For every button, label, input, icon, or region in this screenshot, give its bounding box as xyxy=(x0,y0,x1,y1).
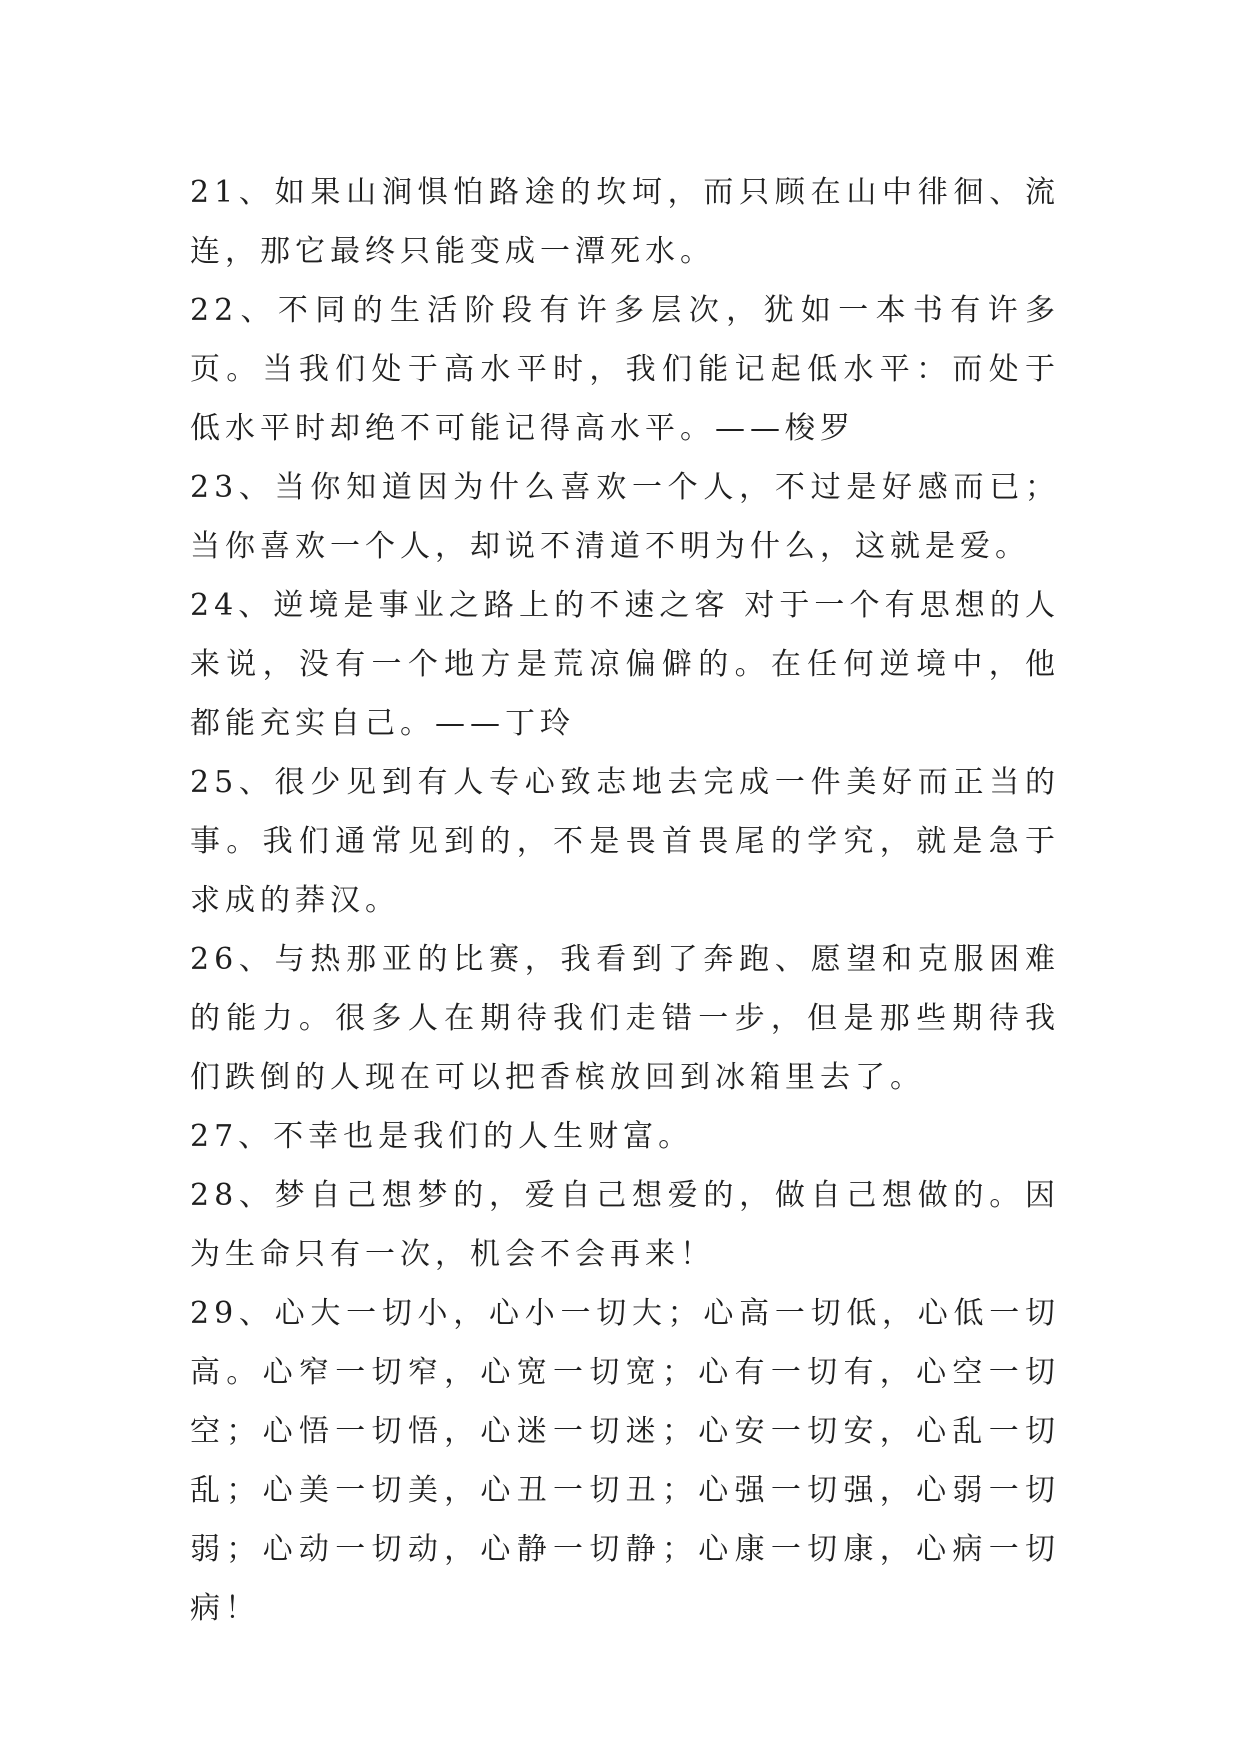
quote-paragraph-22: 22、不同的生活阶段有许多层次，犹如一本书有许多页。当我们处于高水平时，我们能记起低水平：而处于低水平时却绝不可能记得高水平。——梭罗 xyxy=(190,293,1060,446)
quote-paragraph-27: 27、不幸也是我们的人生财富。 xyxy=(190,1119,694,1154)
quote-paragraph-25: 25、很少见到有人专心致志地去完成一件美好而正当的事。我们通常见到的，不是畏首畏尾的学究，就是急于求成的莽汉。 xyxy=(190,765,1060,918)
quote-paragraph-21: 21、如果山涧惧怕路途的坎坷，而只顾在山中徘徊、流连，那它最终只能变成一潭死水。 xyxy=(190,175,1060,269)
quote-paragraph-28: 28、梦自己想梦的，爱自己想爱的，做自己想做的。因为生命只有一次，机会不会再来！ xyxy=(190,1178,1060,1272)
quote-paragraph-23: 23、当你知道因为什么喜欢一个人，不过是好感而已；当你喜欢一个人，却说不清道不明为什么，这就是爱。 xyxy=(190,470,1060,564)
document-body xyxy=(190,163,1060,1638)
quote-paragraph-29: 29、心大一切小，心小一切大；心高一切低，心低一切高。心窄一切窄，心宽一切宽；心有一切有，心空一切空；心悟一切悟，心迷一切迷；心安一切安，心乱一切乱；心美一切美，心丑一切丑；心强一切强，心弱一切弱；心动一切动，心静一切静；心康一切康，心病一切病！ xyxy=(190,1296,1060,1626)
quote-paragraph-24: 24、逆境是事业之路上的不速之客 对于一个有思想的人来说，没有一个地方是荒凉偏僻的。在任何逆境中，他都能充实自己。——丁玲 xyxy=(190,588,1060,741)
quote-paragraph-26: 26、与热那亚的比赛，我看到了奔跑、愿望和克服困难的能力。很多人在期待我们走错一步，但是那些期待我们跌倒的人现在可以把香槟放回到冰箱里去了。 xyxy=(190,942,1060,1095)
